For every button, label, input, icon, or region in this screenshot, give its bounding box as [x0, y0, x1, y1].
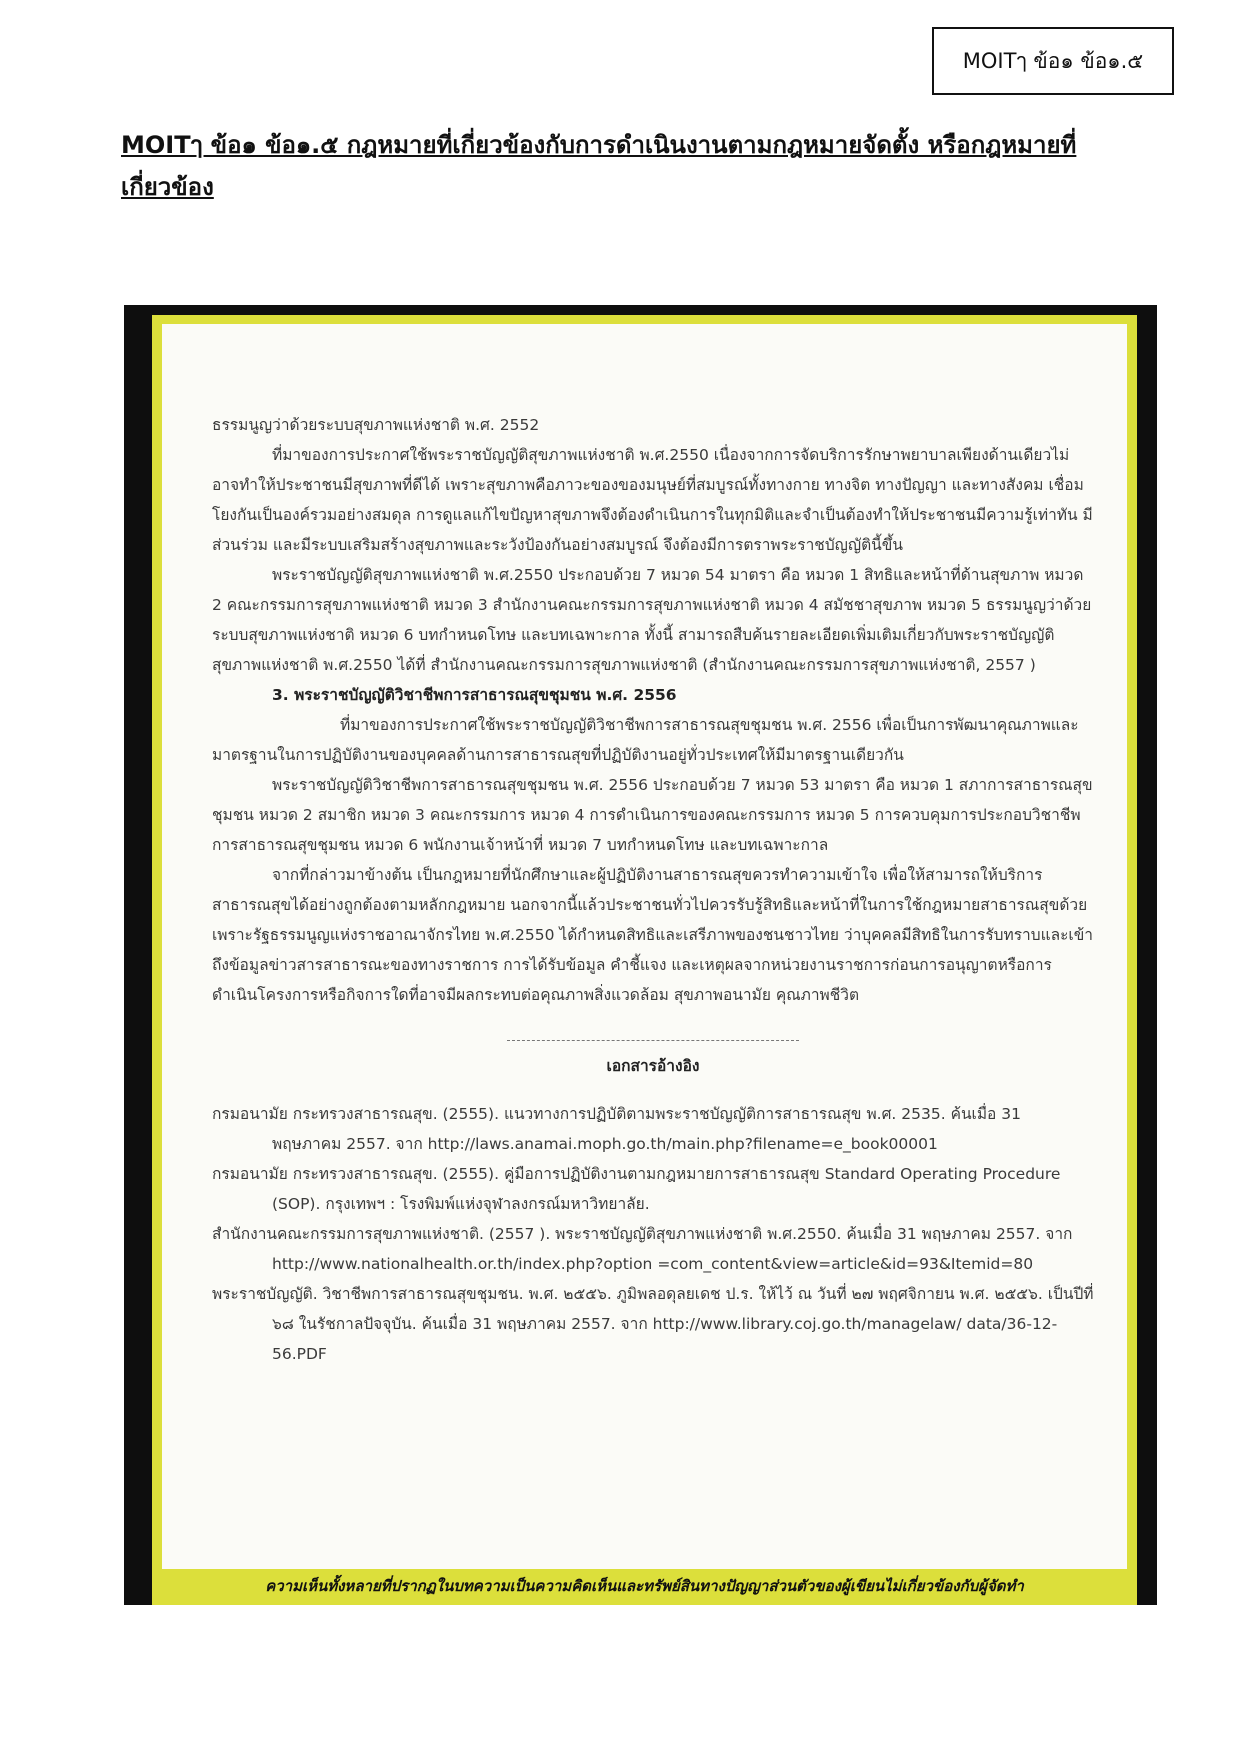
scanned-document-image — [124, 305, 1157, 1605]
section-heading-community-health-act: 3. พระราชบัญญัติวิชาชีพการสาธารณสุขชุมชน พ.ศ. 2556 — [272, 686, 677, 704]
reference-item: สำนักงานคณะกรรมการสุขภาพแห่งชาติ. (2557 ). พระราชบัญญัติสุขภาพแห่งชาติ พ.ศ.2550. ค้นเมื่อ 31 พฤษภาคม 2557. จาก http://www.nationalhealth.or.th/index.php?option =com_content&view=article&id=93&Itemid=80 — [212, 1225, 1073, 1273]
disclaimer-footer: ความเห็นทั้งหลายที่ปรากฏในบทความเป็นความคิดเห็นและทรัพย์สินทางปัญญาส่วนตัวของผู้เขียนไม่เกี่ยวข้องกับผู้จัดทำ — [265, 1577, 1024, 1595]
yellow-frame — [152, 315, 1137, 1605]
reference-item: กรมอนามัย กระทรวงสาธารณสุข. (2555). แนวทางการปฏิบัติตามพระราชบัญญัติการสาธารณสุข พ.ศ. 2535. ค้นเมื่อ 31 พฤษภาคม 2557. จาก http://laws.anamai.moph.go.th/main.php?filename=e_book00001 — [212, 1105, 1022, 1153]
paragraph-origin-health-act: ที่มาของการประกาศใช้พระราชบัญญัติสุขภาพแห่งชาติ พ.ศ.2550 เนื่องจากการจัดบริการรักษาพยาบาลเพียงด้านเดียวไม่อาจทำให้ประชาชนมีสุขภาพที่ดีได้ เพราะสุขภาพคือภาวะของของมนุษย์ที่สมบูรณ์ทั้งทางกาย ทางจิต ทางปัญญา และทางสังคม เชื่อมโยงกันเป็นองค์รวมอย่างสมดุล การดูแลแก้ไขปัญหาสุขภาพจึงต้องดำเนินการในทุกมิติและจำเป็นต้องทำให้ประชาชนมีความรู้เท่าทัน มีส่วนร่วม และมีระบบเสริมสร้างสุขภาพและระวังป้องกันอย่างสมบูรณ์ จึงต้องมีการตราพระราชบัญญัตินี้ขึ้น — [212, 446, 1093, 554]
scanned-text-body — [212, 410, 1094, 1369]
paragraph-constitution: ธรรมนูญว่าด้วยระบบสุขภาพแห่งชาติ พ.ศ. 2552 — [212, 416, 540, 434]
paragraph-origin-community-health-act: ที่มาของการประกาศใช้พระราชบัญญัติวิชาชีพการสาธารณสุขชุมชน พ.ศ. 2556 เพื่อเป็นการพัฒนาคุณภาพและมาตรฐานในการปฏิบัติงานของบุคคลด้านการสาธารณสุขที่ปฏิบัติงานอยู่ทั่วประเทศให้มีมาตรฐานเดียวกัน — [212, 716, 1079, 764]
paragraph-health-act-structure: พระราชบัญญัติสุขภาพแห่งชาติ พ.ศ.2550 ประกอบด้วย 7 หมวด 54 มาตรา คือ หมวด 1 สิทธิและหน้าที่ด้านสุขภาพ หมวด 2 คณะกรรมการสุขภาพแห่งชาติ หมวด 3 สำนักงานคณะกรรมการสุขภาพแห่งชาติ หมวด 4 สมัชชาสุขภาพ หมวด 5 ธรรมนูญว่าด้วยระบบสุขภาพแห่งชาติ หมวด 6 บทกำหนดโทษ และบทเฉพาะกาล ทั้งนี้ สามารถสืบค้นรายละเอียดเพิ่มเติมเกี่ยวกับพระราชบัญญัติสุขภาพแห่งชาติ พ.ศ.2550 ได้ที่ สำนักงานคณะกรรมการสุขภาพแห่งชาติ (สำนักงานคณะกรรมการสุขภาพแห่งชาติ, 2557 ) — [212, 566, 1092, 674]
scanned-page — [162, 324, 1127, 1569]
document-tag-box — [932, 27, 1174, 95]
reference-item: พระราชบัญญัติ. วิชาชีพการสาธารณสุขชุมชน. พ.ศ. ๒๕๕๖. ภูมิพลอดุลยเดช ป.ร. ให้ไว้ ณ วันที่ ๒๗ พฤศจิกายน พ.ศ. ๒๕๕๖. เป็นปีที่ ๖๘ ในรัชกาลปัจจุบัน. ค้นเมื่อ 31 พฤษภาคม 2557. จาก http://www.library.coj.go.th/managelaw/ data/36-12-56.PDF — [212, 1285, 1094, 1363]
references-heading: เอกสารอ้างอิง — [606, 1057, 700, 1075]
paragraph-community-health-act-structure: พระราชบัญญัติวิชาชีพการสาธารณสุขชุมชน พ.ศ. 2556 ประกอบด้วย 7 หมวด 53 มาตรา คือ หมวด 1 สภาการสาธารณสุขชุมชน หมวด 2 สมาชิก หมวด 3 คณะกรรมการ หมวด 4 การดำเนินการของคณะกรรมการ หมวด 5 การควบคุมการประกอบวิชาชีพการสาธารณสุขชุมชน หมวด 6 พนักงานเจ้าหน้าที่ หมวด 7 บทกำหนดโทษ และบทเฉพาะกาล — [212, 776, 1093, 854]
reference-item: กรมอนามัย กระทรวงสาธารณสุข. (2555). คู่มือการปฏิบัติงานตามกฎหมายการสาธารณสุข Standard Operating Procedure (SOP). กรุงเทพฯ : โรงพิมพ์แห่งจุฬาลงกรณ์มหาวิทยาลัย. — [212, 1165, 1061, 1213]
paragraph-conclusion: จากที่กล่าวมาข้างต้น เป็นกฎหมายที่นักศึกษาและผู้ปฏิบัติงานสาธารณสุขควรทำความเข้าใจ เพื่อให้สามารถให้บริการสาธารณสุขได้อย่างถูกต้องตามหลักกฎหมาย นอกจากนี้แล้วประชาชนทั่วไปควรรับรู้สิทธิและหน้าที่ในการใช้กฎหมายสาธารณสุขด้วย เพราะรัฐธรรมนูญแห่งราชอาณาจักรไทย พ.ศ.2550 ได้กำหนดสิทธิและเสรีภาพของชนชาวไทย ว่าบุคคลมีสิทธิในการรับทราบและเข้าถึงข้อมูลข่าวสารสาธารณะของทางราชการ การได้รับข้อมูล คำชี้แจง และเหตุผลจากหน่วยงานราชการก่อนการอนุญาตหรือการดำเนินโครงการหรือกิจการใดที่อาจมีผลกระทบต่อคุณภาพสิ่งแวดล้อม สุขภาพอนามัย คุณภาพชีวิต — [212, 866, 1094, 1004]
document-tag: MOITๅ ข้อ๑ ข้อ๑.๕ — [962, 48, 1144, 73]
separator-line — [507, 1040, 799, 1041]
page-title: MOITๅ ข้อ๑ ข้อ๑.๕ กฎหมายที่เกี่ยวข้องกับการดำเนินงานตามกฎหมายจัดตั้ง หรือกฎหมายที่เกี่ยวข้อง — [121, 131, 1077, 201]
